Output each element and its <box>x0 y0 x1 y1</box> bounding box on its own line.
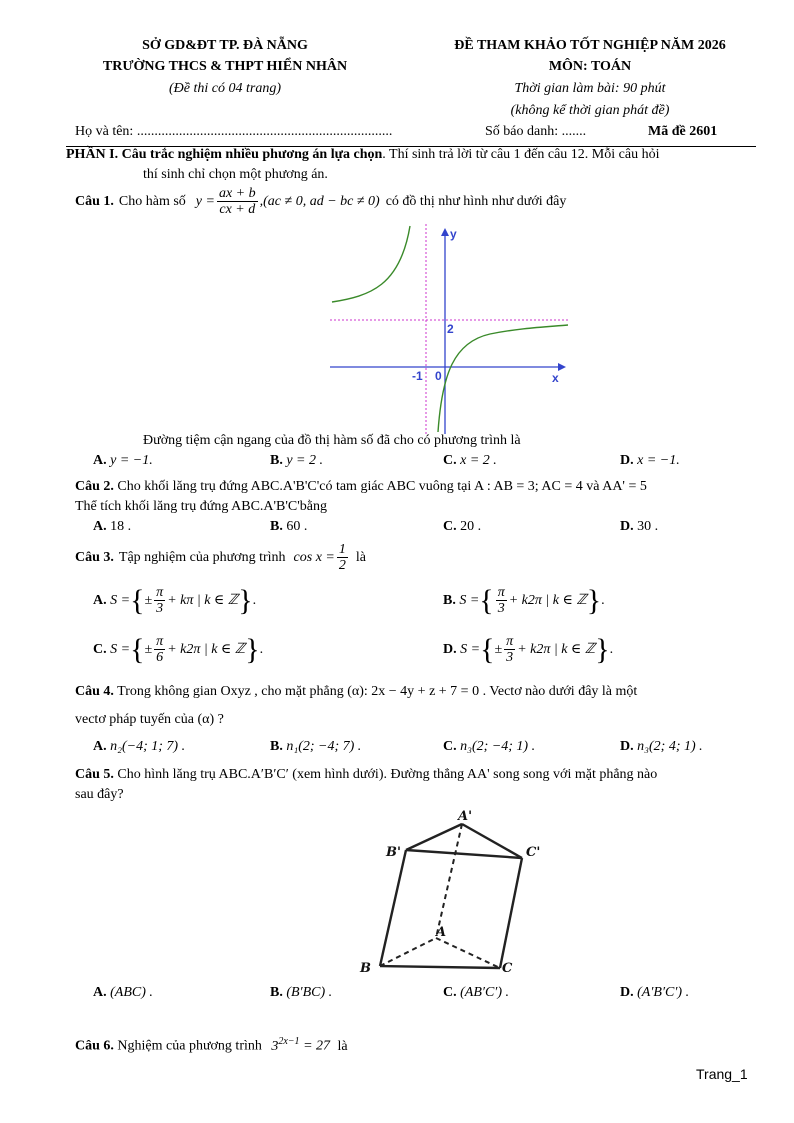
vertex-label-b: B <box>360 961 371 976</box>
q6-rhs: = 27 <box>303 1038 331 1054</box>
q2-option-d[interactable]: D. 30 . <box>620 519 659 534</box>
q3-c-num: π <box>156 634 164 649</box>
q3-c-brace-open: { <box>130 632 145 666</box>
q3-b-end: . <box>601 592 605 608</box>
q5-option-a-text: (ABC) . <box>110 985 153 1000</box>
q1-option-c[interactable]: C. x = 2 . <box>443 453 497 468</box>
q3-a-den: 3 <box>156 601 164 616</box>
q5-option-b[interactable]: B. (B′BC) . <box>270 985 333 1000</box>
q3-c-brace-close: } <box>245 632 260 666</box>
q3-d-brace-close: } <box>595 632 610 666</box>
subject: MÔN: TOÁN <box>548 59 632 74</box>
q3-b-pre: S = <box>459 592 480 608</box>
q4-option-b[interactable]: B. n₁(2; −4; 7) . <box>270 739 362 754</box>
vertex-label-c: C <box>502 961 513 976</box>
part1-desc2: thí sinh chỉ chọn một phương án. <box>143 167 328 182</box>
edge-b1-a1 <box>406 824 462 850</box>
q3-a-post: + kπ | k ∈ ℤ <box>167 593 239 608</box>
q1-option-a-text: y = −1. <box>110 453 153 468</box>
exam-title: ĐỀ THAM KHẢO TỐT NGHIỆP NĂM 2026 <box>454 38 726 53</box>
q1-option-b[interactable]: B. y = 2 . <box>270 453 324 468</box>
q6-stem <box>75 1036 348 1055</box>
q4-option-b-text: n₁(2; −4; 7) . <box>286 739 362 754</box>
q4-label: Câu 4. <box>75 684 114 699</box>
vertex-label-c1: C' <box>526 845 541 860</box>
q5-option-c-text: (AB′C′) . <box>460 985 510 1000</box>
vertex-label-b1: B' <box>386 845 401 860</box>
graph-left-branch <box>332 226 410 302</box>
q1-numerator: ax + b <box>218 186 256 201</box>
exam-code: Mã đề 2601 <box>648 124 718 139</box>
q3-fraction <box>337 542 348 573</box>
q2-option-a-text: 18 . <box>110 519 132 534</box>
q1-condition: ,(ac ≠ 0, ad − bc ≠ 0) <box>259 193 380 209</box>
q4-option-d[interactable]: D. n₃(2; 4; 1) . <box>620 739 703 754</box>
q3-d-num: π <box>506 634 514 649</box>
q3-option-b[interactable]: B. S = { $\frac{\pi}{3}$ + k2π | k ∈ ℤ } . <box>443 583 605 617</box>
q5-text2: sau đây? <box>75 787 124 802</box>
q3-c-end: . <box>259 641 264 657</box>
q4-option-c-text: n₃(2; −4; 1) . <box>460 739 536 754</box>
q4-option-d-text: n₃(2; 4; 1) . <box>637 739 703 754</box>
q3-c-post: + k2π | k ∈ ℤ <box>167 642 246 657</box>
q3-c-pm: ± <box>144 641 153 657</box>
q3-d-pm: ± <box>494 641 503 657</box>
q3-a-brace-close: } <box>238 583 253 617</box>
q3-a-num: π <box>156 585 164 600</box>
q3-cos: cos x = <box>293 549 335 565</box>
q3-b-num: π <box>497 585 505 600</box>
q2-option-b-text: 60 . <box>286 519 308 534</box>
q3-stem <box>75 542 366 573</box>
q3-b-den: 3 <box>497 601 505 616</box>
part1-heading <box>66 147 659 163</box>
q6-exponent: 2x−1 <box>278 1036 300 1047</box>
q3-numerator: 1 <box>338 542 346 557</box>
q1-question: Đường tiệm cận ngang của đồ thị hàm số đã cho có phương trình là <box>143 433 521 448</box>
q5-stem <box>75 767 657 783</box>
name-field-label: Họ và tên: ......................................................................... <box>75 124 393 139</box>
q3-b-brace-open: { <box>479 583 494 617</box>
q5-label: Câu 5. <box>75 767 114 782</box>
q1-option-d-text: x = −1. <box>637 453 680 468</box>
q2-option-d-text: 30 . <box>637 519 659 534</box>
edge-b1-c1 <box>406 850 522 858</box>
q3-b-brace-close: } <box>586 583 602 617</box>
q3-text-a: Tập nghiệm của phương trình <box>118 549 286 565</box>
q2-option-c[interactable]: C. 20 . <box>443 519 482 534</box>
q1-option-a[interactable]: A. y = −1. <box>93 453 153 468</box>
q6-text-a: Nghiệm của phương trình <box>117 1038 262 1054</box>
q3-option-a[interactable]: A. S = { ± $\frac{\pi}{3}$ + kπ | k ∈ ℤ } . <box>93 583 257 617</box>
q1-denominator: cx + d <box>219 202 256 217</box>
vertex-label-a: A <box>436 925 447 940</box>
edge-c1-c <box>500 858 522 968</box>
q1-stem <box>75 186 566 217</box>
q5-text1: Cho hình lăng trụ ABC.A′B′C′ (xem hình dưới). Đường thẳng AA' song song với mặt phẳng nào <box>117 767 658 782</box>
time-limit: Thời gian làm bài: 90 phút <box>514 81 666 96</box>
q1-text-b: có đồ thị như hình như dưới đây <box>385 193 567 209</box>
q2-stem <box>75 479 647 495</box>
q4-stem <box>75 684 637 700</box>
part1-title: PHẦN I. Câu trắc nghiệm nhiều phương án lựa chọn <box>66 147 383 162</box>
time-note: (không kể thời gian phát đề) <box>510 103 670 118</box>
q3-d-post: + k2π | k ∈ ℤ <box>517 642 596 657</box>
vertex-label-a1: A' <box>458 809 473 824</box>
q1-option-d[interactable]: D. x = −1. <box>620 453 680 468</box>
q6-label: Câu 6. <box>75 1038 114 1054</box>
x-axis-arrow-icon <box>558 363 566 371</box>
edge-b-c <box>380 966 500 968</box>
q3-c-pre: S = <box>110 641 131 657</box>
page-number: Trang_1 <box>696 1066 748 1082</box>
q6-base: 3 <box>271 1038 279 1054</box>
q4-text1: Trong không gian Oxyz , cho mặt phẳng (α): 2x − 4y + z + 7 = 0 . Vectơ nào dưới đây là một <box>117 684 638 699</box>
edge-b1-b <box>380 850 406 966</box>
q2-text1: Cho khối lăng trụ đứng ABC.A'B'C'có tam giác ABC vuông tại A : AB = 3; AC = 4 và AA' = 5 <box>117 479 647 494</box>
q4-option-a-text: n₂(−4; 1; 7) . <box>110 739 186 754</box>
q3-d-end: . <box>609 641 614 657</box>
tick-label-2: 2 <box>447 322 454 336</box>
q2-option-a[interactable]: A. 18 . <box>93 519 132 534</box>
q3-option-d[interactable]: D. S = { ± $\frac{\pi}{3}$ + k2π | k ∈ ℤ } . <box>443 632 614 666</box>
q4-text2: vectơ pháp tuyến của (α) ? <box>75 712 224 727</box>
q2-option-b[interactable]: B. 60 . <box>270 519 308 534</box>
x-axis-label: x <box>552 371 559 385</box>
edge-a-c-hidden <box>436 938 500 968</box>
q3-label: Câu 3. <box>75 549 114 565</box>
y-axis-arrow-icon <box>441 228 449 236</box>
q5-option-d[interactable]: D. (A′B′C′) . <box>620 985 690 1000</box>
q3-a-brace-open: { <box>130 583 145 617</box>
q2-option-c-text: 20 . <box>460 519 482 534</box>
q2-text2: Thể tích khối lăng trụ đứng ABC.A'B'C'bằng <box>75 499 327 514</box>
edge-a1-a-hidden <box>436 824 462 938</box>
q1-y-eq: y = <box>195 193 215 209</box>
q1-graph <box>330 224 570 436</box>
q6-text-b: là <box>337 1038 348 1054</box>
q3-a-end: . <box>252 592 257 608</box>
q1-fraction <box>217 186 258 217</box>
q1-option-c-text: x = 2 . <box>460 453 497 468</box>
edge-a1-c1 <box>462 824 522 858</box>
q3-denominator: 2 <box>338 558 346 573</box>
q1-text-a: Cho hàm số <box>118 193 186 209</box>
q1-option-b-text: y = 2 . <box>286 453 324 468</box>
page-count: (Đề thi có 04 trang) <box>169 81 281 96</box>
q3-text-b: là <box>355 549 366 565</box>
q3-b-post: + k2π | k ∈ ℤ <box>508 593 587 608</box>
q3-a-pre: S = <box>110 592 131 608</box>
q3-a-pm: ± <box>144 592 153 608</box>
q5-prism-figure <box>350 806 550 978</box>
q5-option-c[interactable]: C. (AB′C′) . <box>443 985 510 1000</box>
q3-c-den: 6 <box>156 650 164 665</box>
q2-label: Câu 2. <box>75 479 114 494</box>
y-axis-label: y <box>450 227 457 241</box>
id-field-label: Số báo danh: ....... <box>485 124 587 139</box>
q4-option-a[interactable]: A. n₂(−4; 1; 7) . <box>93 739 186 754</box>
q1-label: Câu 1. <box>75 193 114 209</box>
tick-label-minus1: -1 <box>412 369 423 383</box>
q5-option-b-text: (B′BC) . <box>286 985 333 1000</box>
q3-option-c[interactable]: C. S = { ± $\frac{\pi}{6}$ + k2π | k ∈ ℤ } . <box>93 632 264 666</box>
q3-d-brace-open: { <box>480 632 495 666</box>
school-name: TRƯỜNG THCS & THPT HIỂN NHÂN <box>102 59 348 74</box>
q4-option-c[interactable]: C. n₃(2; −4; 1) . <box>443 739 536 754</box>
dept-name: SỞ GD&ĐT TP. ĐÀ NẴNG <box>142 38 308 53</box>
q5-option-d-text: (A′B′C′) . <box>637 985 690 1000</box>
graph-right-branch <box>438 325 568 432</box>
q5-option-a[interactable]: A. (ABC) . <box>93 985 153 1000</box>
q3-d-den: 3 <box>506 650 514 665</box>
part1-desc: . Thí sinh trả lời từ câu 1 đến câu 12. Mỗi câu hỏi <box>382 147 660 162</box>
q3-d-pre: S = <box>460 641 481 657</box>
origin-label: 0 <box>435 369 442 383</box>
edge-b-a-hidden <box>380 938 436 966</box>
